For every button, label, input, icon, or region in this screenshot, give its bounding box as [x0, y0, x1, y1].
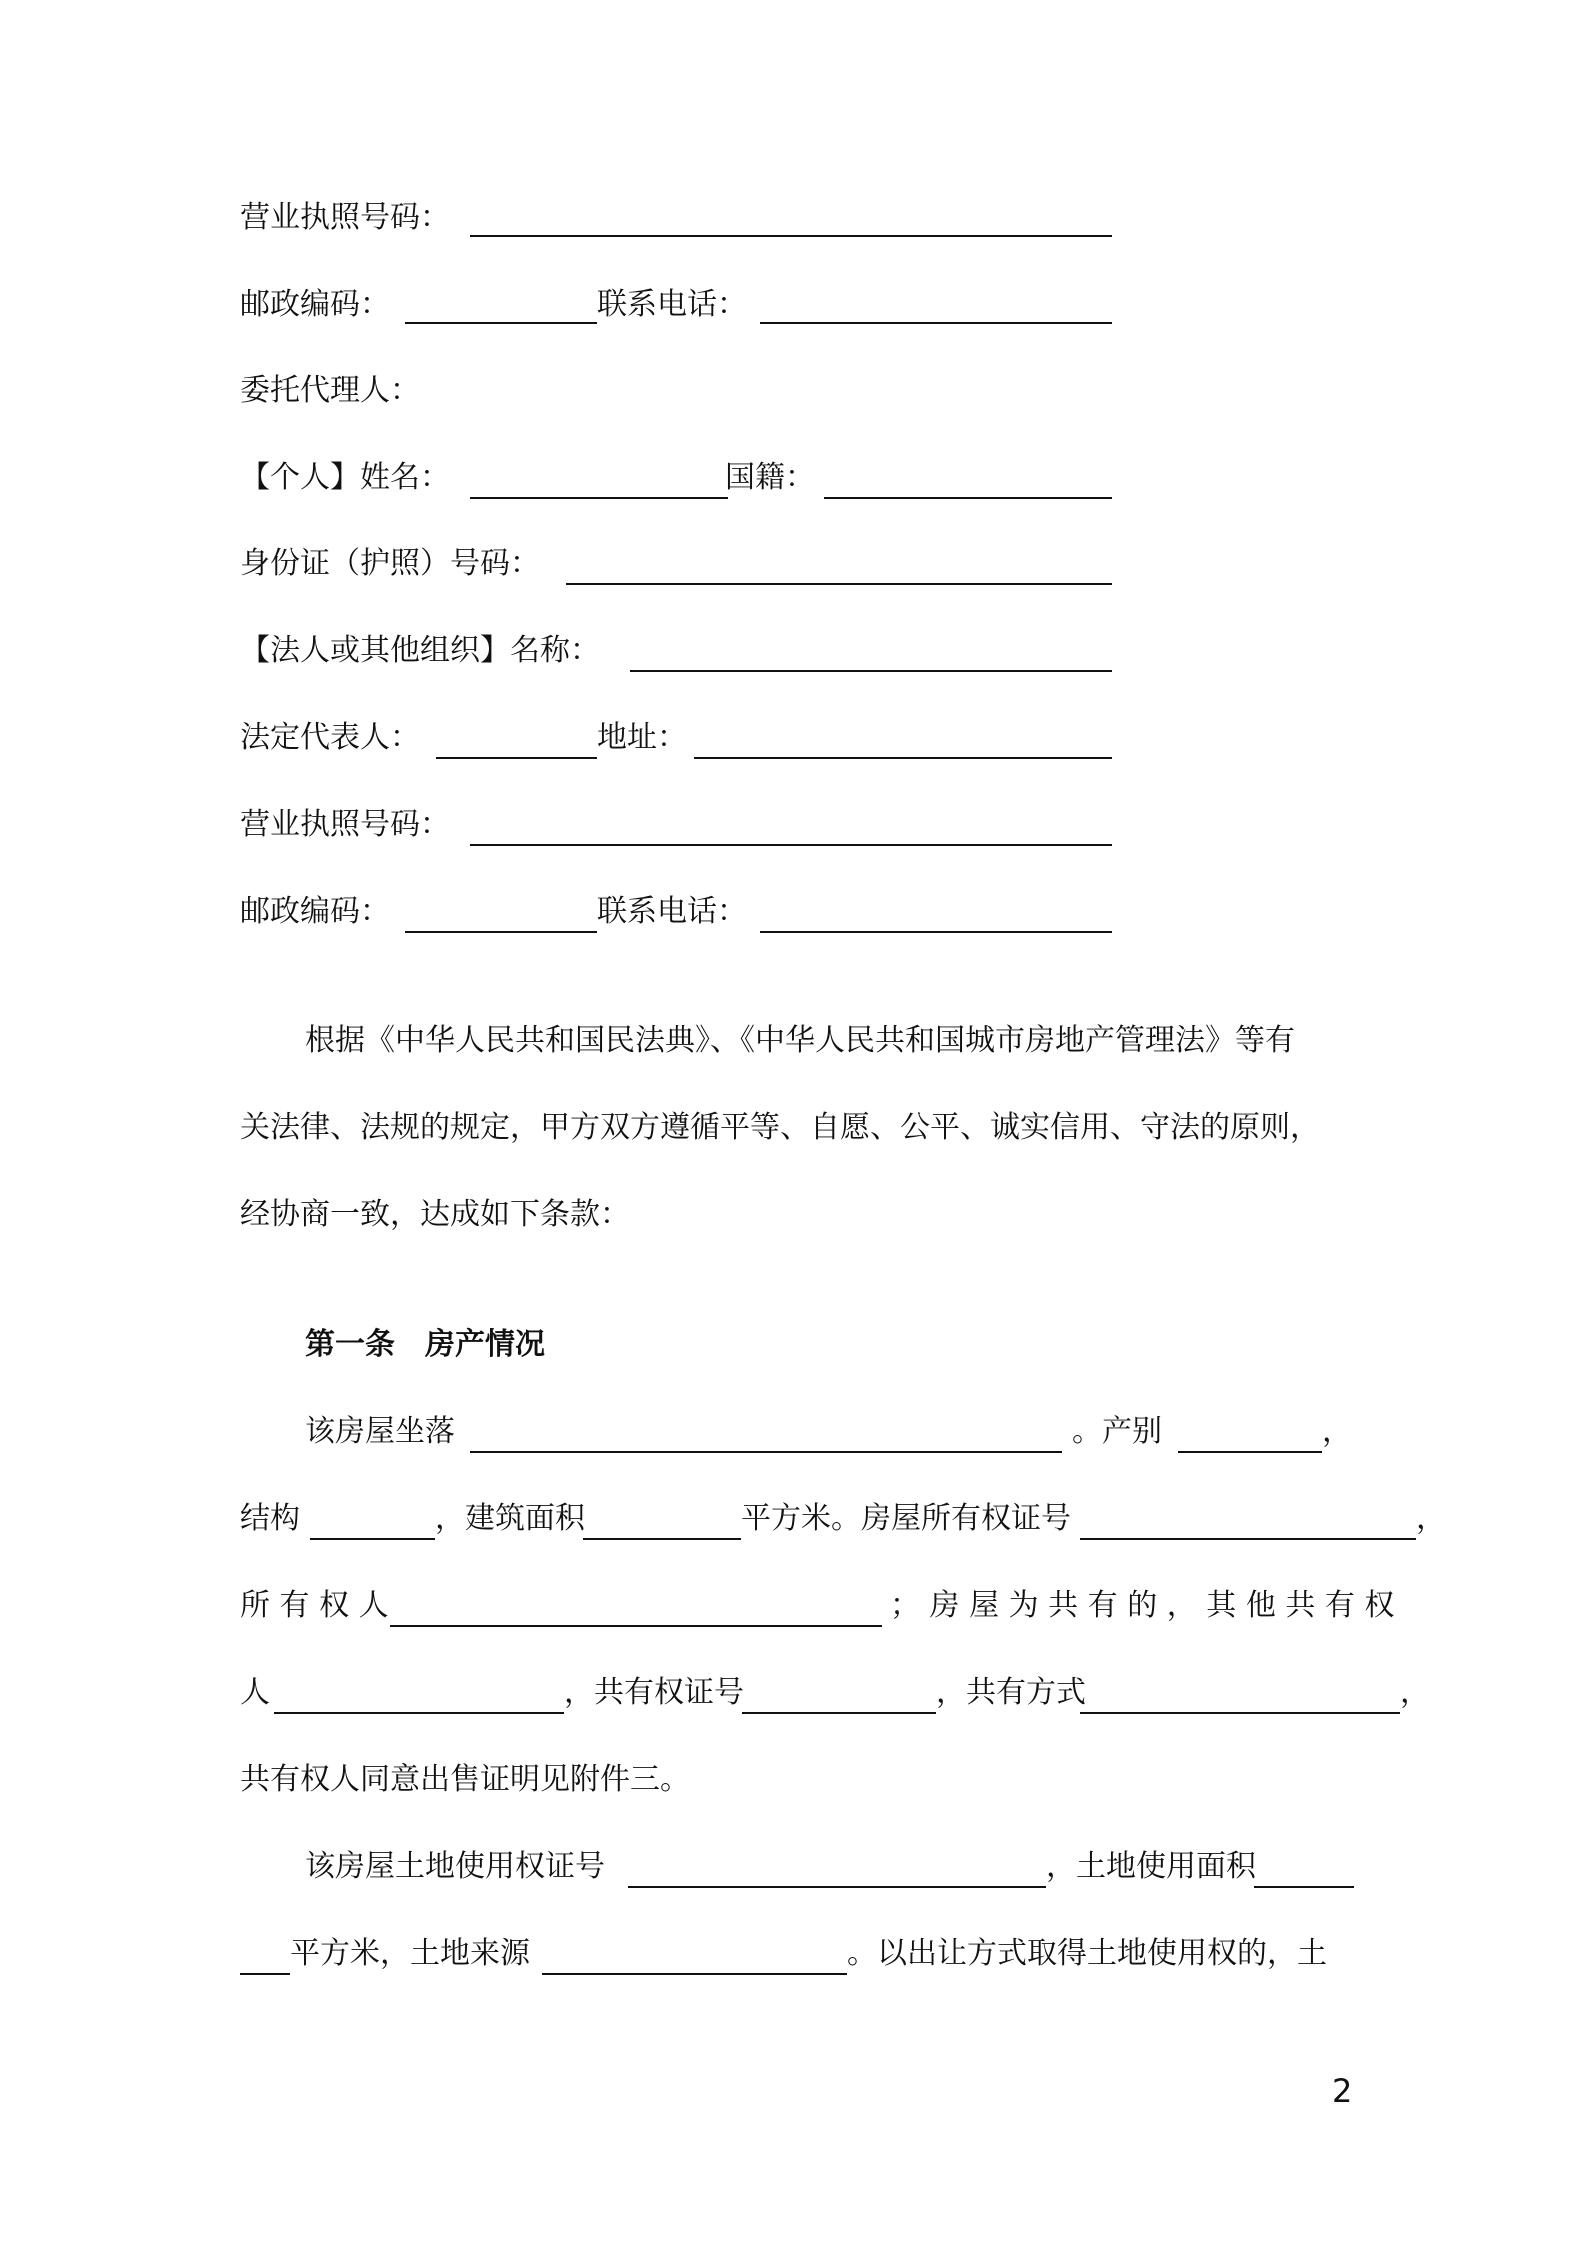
license-no-label-2: 营业执照号码：	[240, 807, 450, 842]
address-label: 地址：	[597, 720, 687, 755]
comma: ，	[1322, 1414, 1352, 1449]
personal-name-label: 【个人】姓名：	[240, 460, 450, 495]
preamble-line-3: 经协商一致，达成如下条款：	[240, 1197, 630, 1232]
license-no-label: 营业执照号码：	[240, 200, 450, 235]
postcode-label: 邮政编码：	[240, 287, 390, 322]
co-ownership-mode-blank[interactable]	[1080, 1712, 1400, 1714]
legal-rep-blank[interactable]	[436, 757, 597, 759]
land-cert-blank[interactable]	[628, 1886, 1046, 1888]
phone-label-2: 联系电话：	[597, 894, 747, 929]
property-type-label: 。产别	[1072, 1414, 1162, 1449]
cert-no-label: 平方米。房屋所有权证号	[741, 1501, 1071, 1536]
land-area-blank-cont[interactable]	[240, 1973, 290, 1975]
floor-area-label: ，建筑面积	[435, 1501, 585, 1536]
license-no-blank[interactable]	[470, 235, 1112, 237]
land-area-label: ，土地使用面积	[1046, 1849, 1256, 1884]
co-owner-label-end: 人	[240, 1675, 270, 1710]
structure-blank[interactable]	[310, 1538, 435, 1540]
id-number-blank[interactable]	[566, 583, 1112, 585]
structure-label: 结构	[240, 1501, 300, 1536]
location-label: 该房屋坐落	[305, 1414, 455, 1449]
postcode-label-2: 邮政编码：	[240, 894, 390, 929]
address-blank[interactable]	[694, 757, 1112, 759]
nationality-blank[interactable]	[824, 497, 1112, 499]
land-source-blank[interactable]	[542, 1973, 847, 1975]
owner-label: 所 有 权 人	[240, 1588, 389, 1623]
cert-no-blank[interactable]	[1080, 1538, 1416, 1540]
land-source-label: 平方米，土地来源	[290, 1936, 530, 1971]
postcode-blank[interactable]	[405, 322, 597, 324]
nationality-label: 国籍：	[725, 460, 815, 495]
preamble-line-2: 关法律、法规的规定，甲方双方遵循平等、自愿、公平、诚实信用、守法的原则，	[240, 1110, 1320, 1145]
comma: ，	[1416, 1501, 1446, 1536]
co-ownership-mode-label: ，共有方式	[936, 1675, 1086, 1710]
phone-blank-2[interactable]	[760, 931, 1112, 933]
license-no-blank-2[interactable]	[470, 844, 1112, 846]
land-cert-label: 该房屋土地使用权证号	[305, 1849, 605, 1884]
agent-label: 委托代理人：	[240, 373, 420, 408]
co-cert-label: ，共有权证号	[564, 1675, 744, 1710]
org-name-blank[interactable]	[630, 670, 1112, 672]
org-name-label: 【法人或其他组织】名称：	[240, 633, 600, 668]
land-area-blank[interactable]	[1254, 1886, 1354, 1888]
page-number: 2	[1332, 2072, 1353, 2110]
co-owner-blank[interactable]	[274, 1712, 564, 1714]
co-cert-blank[interactable]	[742, 1712, 936, 1714]
owner-blank[interactable]	[390, 1625, 882, 1627]
phone-blank[interactable]	[760, 322, 1112, 324]
transfer-text: 。以出让方式取得土地使用权的，土	[847, 1936, 1327, 1971]
floor-area-blank[interactable]	[583, 1538, 741, 1540]
legal-rep-label: 法定代表人：	[240, 720, 420, 755]
comma: ，	[1400, 1675, 1430, 1710]
id-number-label: 身份证（护照）号码：	[240, 546, 540, 581]
phone-label: 联系电话：	[597, 287, 747, 322]
co-owner-text: ； 房 屋 为 共 有 的 ， 其 他 共 有 权	[890, 1588, 1395, 1623]
property-type-blank[interactable]	[1178, 1451, 1322, 1453]
consent-text: 共有权人同意出售证明见附件三。	[240, 1762, 690, 1797]
preamble-line-1: 根据《中华人民共和国民法典》、《中华人民共和国城市房地产管理法》等有	[305, 1023, 1295, 1058]
article-1-title: 第一条 房产情况	[305, 1327, 545, 1362]
personal-name-blank[interactable]	[470, 497, 728, 499]
location-blank[interactable]	[470, 1451, 1062, 1453]
postcode-blank-2[interactable]	[405, 931, 597, 933]
